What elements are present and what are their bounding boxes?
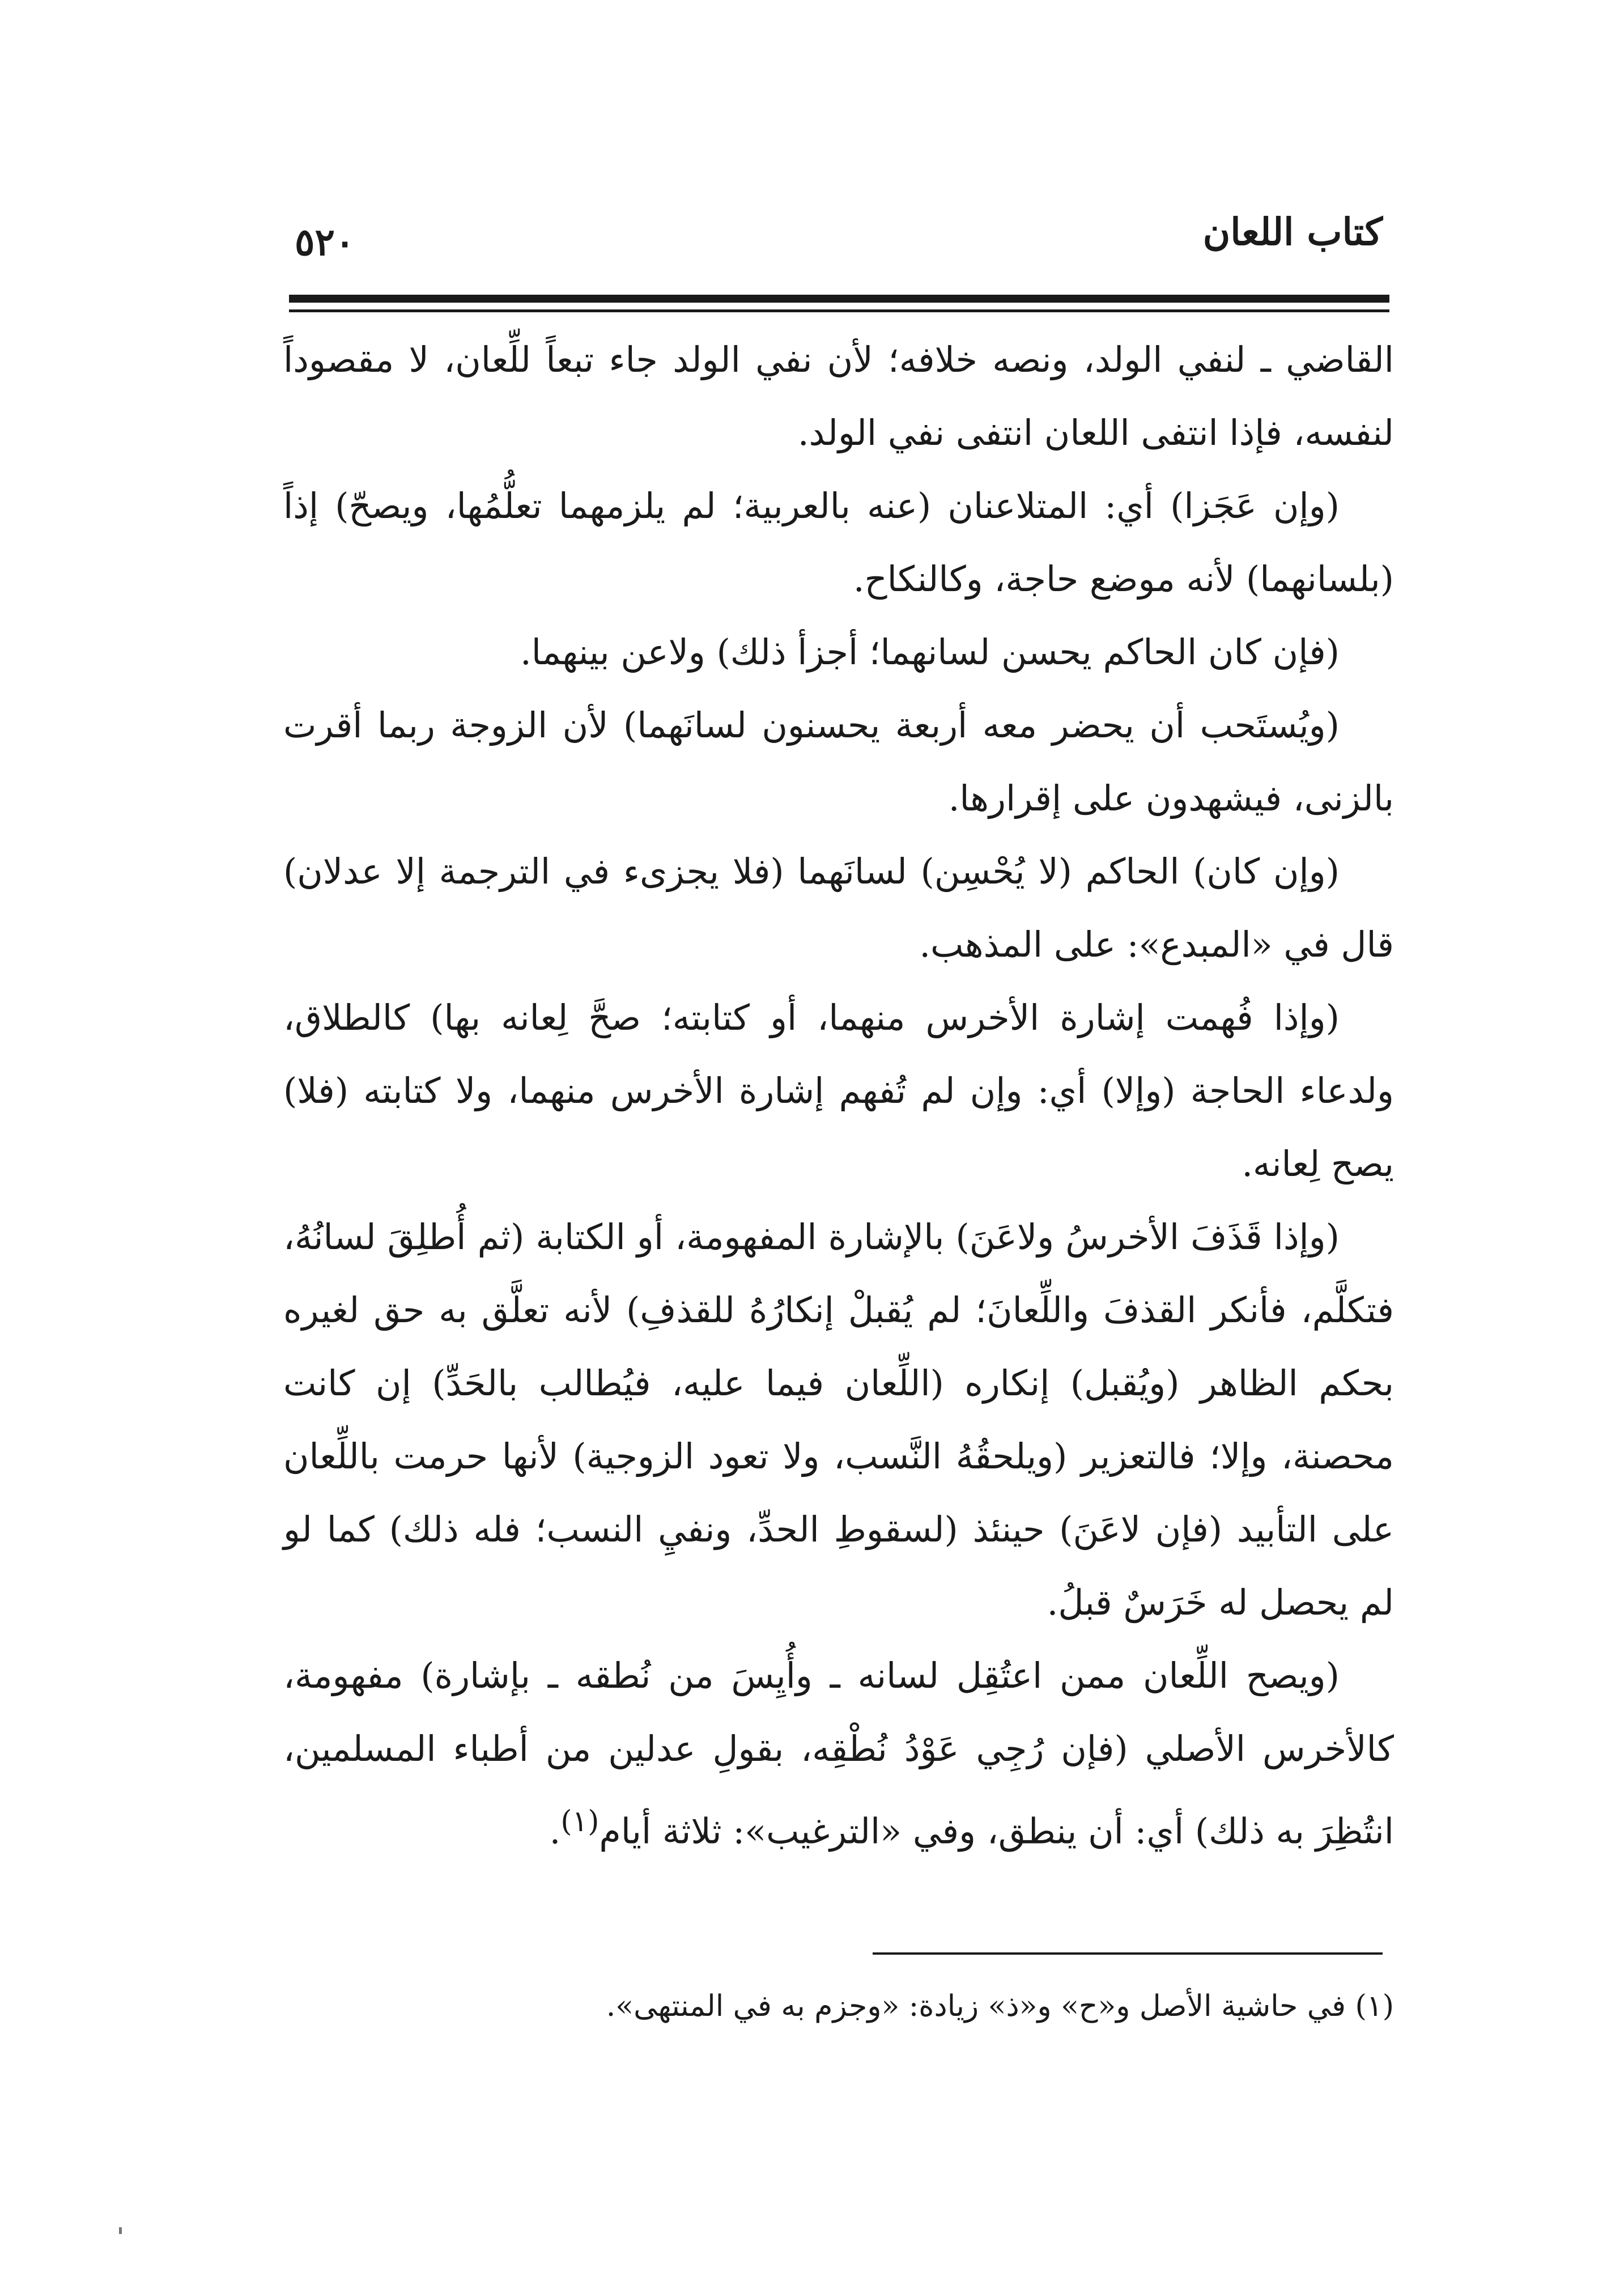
scan-speck <box>119 2227 122 2234</box>
paragraph-end: . <box>549 1810 561 1852</box>
paragraph: (وإذا فُهمت إشارة الأخرس منهما، أو كتابته؛ صحَّ لِعانه بها) كالطلاق، ولدعاء الحاجة (وإلا) أي: وإن لم تُفهم إشارة الأخرس منهما، ولا كتابته (فلا) يصح لِعانه. <box>283 997 1394 1184</box>
footnote: (١) في حاشية الأصل و«ح» و«ذ» زيادة: «وجزم به في المنتهى». <box>606 1989 1394 2023</box>
header-rule-thin <box>289 309 1389 312</box>
paragraph: (وإذا قَذَفَ الأخرسُ ولاعَنَ) بالإشارة المفهومة، أو الكتابة (ثم أُطلِقَ لسانُهُ، فتكلَّم، فأنكر القذفَ واللِّعانَ؛ لم يُقبلْ إنكارُهُ للقذفِ) لأنه تعلَّق به حق لغيره بحكم الظاهر (ويُقبل) إنكاره (اللِّعان فيما عليه، فيُطالب بالحَدِّ) إن كانت محصنة، وإلا؛ فالتعزير (ويلحقُهُ النَّسب، ولا تعود الزوجية) لأنها حرمت باللِّعان على التأبيد (فإن لاعَنَ) حينئذ (لسقوطِ الحدِّ، ونفيِ النسب؛ فله ذلك) كما لو لم يحصل له خَرَسٌ قبلُ. <box>283 1216 1394 1623</box>
paragraph: (وإن كان) الحاكم (لا يُحْسِن) لسانَهما (فلا يجزىء في الترجمة إلا عدلان) قال في «المبدع»: على المذهب. <box>283 851 1394 965</box>
footnote-reference[interactable]: (١) <box>560 1804 600 1838</box>
paragraph: (وإن عَجَزا) أي: المتلاعنان (عنه بالعربية؛ لم يلزمهما تعلُّمُها، ويصحّ) إذاً (بلسانهما) لأنه موضع حاجة، وكالنكاح. <box>283 485 1394 600</box>
page-number: ٥٢٠ <box>295 220 355 264</box>
main-text <box>283 323 1394 1868</box>
paragraph-text: (ويصح اللِّعان ممن اعتُقِل لسانه ـ وأُيِسَ من نُطقه ـ بإشارة) مفهومة، كالأخرس الأصلي (فإن رُجِي عَوْدُ نُطْقِه، بقولِ عدلين من أطباء المسلمين، انتُظِرَ به ذلك) أي: أن ينطق، وفي «الترغيب»: ثلاثة أيام <box>283 1655 1394 1852</box>
paragraph <box>283 1639 1394 1868</box>
paragraph: (فإن كان الحاكم يحسن لسانهما؛ أجزأ ذلك) ولاعن بينهما. <box>520 631 1340 673</box>
header-rule-thick <box>289 295 1389 303</box>
paragraph: القاضي ـ لنفي الولد، ونصه خلافه؛ لأن نفي الولد جاء تبعاً للِّعان، لا مقصوداً لنفسه، فإذا انتفى اللعان انتفى نفي الولد. <box>283 339 1394 453</box>
book-title: كتاب اللعان <box>1202 210 1383 254</box>
running-header <box>295 210 1383 278</box>
paragraph: (ويُستَحب أن يحضر معه أربعة يحسنون لسانَهما) لأن الزوجة ربما أقرت بالزنى، فيشهدون على إقرارها. <box>283 704 1394 819</box>
footnote-separator <box>873 1952 1383 1955</box>
